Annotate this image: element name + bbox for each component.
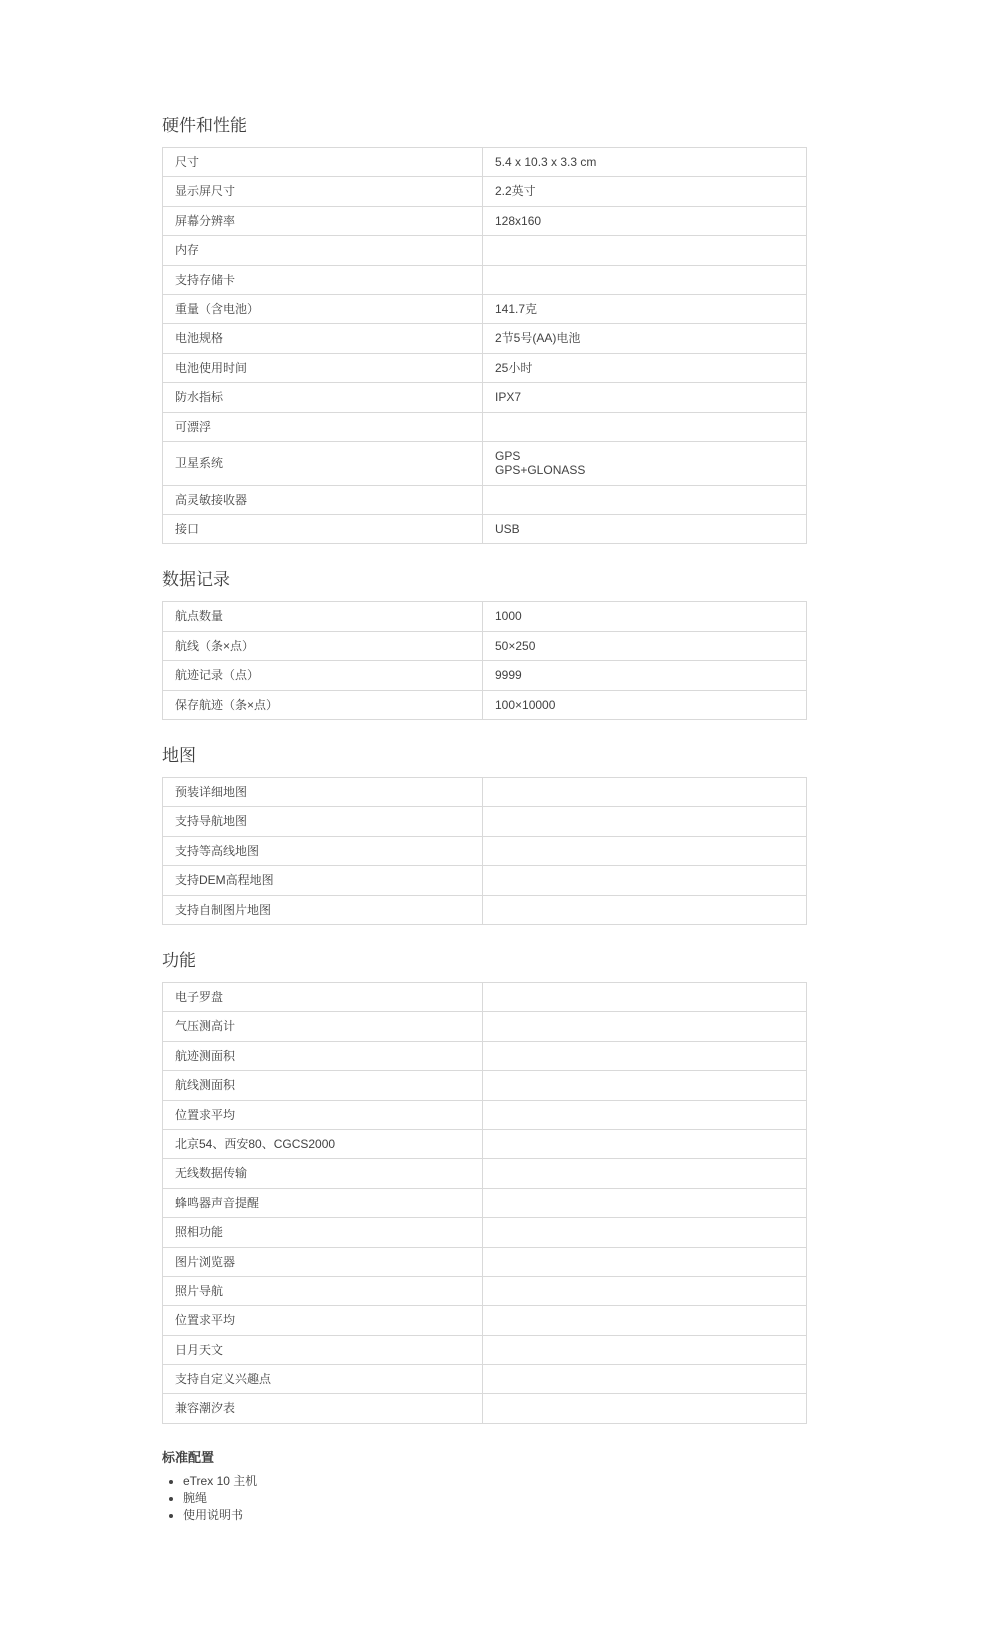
spec-label: 航迹记录（点） — [163, 661, 483, 690]
spec-value — [483, 1218, 807, 1247]
table-row — [163, 1129, 807, 1158]
spec-value — [483, 982, 807, 1011]
spec-label: 蜂鸣器声音提醒 — [163, 1188, 483, 1217]
spec-value — [483, 1306, 807, 1335]
spec-value: 100×10000 — [483, 690, 807, 719]
spec-value — [483, 236, 807, 265]
spec-label: 照片导航 — [163, 1276, 483, 1305]
spec-label: 支持DEM高程地图 — [163, 866, 483, 895]
table-row — [163, 1218, 807, 1247]
spec-label: 兼容潮汐表 — [163, 1394, 483, 1423]
spec-value: 50×250 — [483, 631, 807, 660]
spec-content — [162, 116, 807, 1524]
spec-value: IPX7 — [483, 383, 807, 412]
spec-value — [483, 1159, 807, 1188]
spec-value — [483, 1071, 807, 1100]
table-row — [163, 661, 807, 690]
spec-label: 电池规格 — [163, 324, 483, 353]
table-row — [163, 148, 807, 177]
spec-label: 支持自定义兴趣点 — [163, 1365, 483, 1394]
spec-value — [483, 265, 807, 294]
spec-label: 接口 — [163, 515, 483, 544]
table-row — [163, 1365, 807, 1394]
standard-config-section — [162, 1450, 807, 1524]
spec-label: 照相功能 — [163, 1218, 483, 1247]
spec-label: 屏幕分辨率 — [163, 206, 483, 235]
spec-value — [483, 1276, 807, 1305]
data-recording-table — [162, 601, 807, 720]
spec-value: 141.7克 — [483, 294, 807, 323]
table-row — [163, 236, 807, 265]
spec-value — [483, 1247, 807, 1276]
spec-value — [483, 485, 807, 514]
spec-value: 128x160 — [483, 206, 807, 235]
table-row — [163, 1012, 807, 1041]
table-row — [163, 206, 807, 235]
spec-value — [483, 1129, 807, 1158]
spec-label: 航点数量 — [163, 602, 483, 631]
spec-value — [483, 1012, 807, 1041]
table-row — [163, 602, 807, 631]
list-item: • eTrex 10 主机 — [183, 1473, 807, 1490]
standard-config-title: 标准配置 — [162, 1449, 215, 1465]
spec-label: 航线（条×点） — [163, 631, 483, 660]
table-row — [163, 383, 807, 412]
spec-value — [483, 1394, 807, 1423]
spec-value: GPS GPS+GLONASS — [483, 441, 807, 485]
standard-config-list — [162, 1473, 807, 1524]
spec-value: 25小时 — [483, 353, 807, 382]
table-row — [163, 982, 807, 1011]
table-row — [163, 294, 807, 323]
table-row — [163, 1306, 807, 1335]
spec-value: USB — [483, 515, 807, 544]
spec-value: 5.4 x 10.3 x 3.3 cm — [483, 148, 807, 177]
spec-value — [483, 1100, 807, 1129]
table-row — [163, 265, 807, 294]
spec-label: 位置求平均 — [163, 1100, 483, 1129]
table-row — [163, 895, 807, 924]
table-row — [163, 1276, 807, 1305]
spec-value — [483, 1188, 807, 1217]
spec-label: 支持自制图片地图 — [163, 895, 483, 924]
spec-value — [483, 1041, 807, 1070]
section-title-hardware: 硬件和性能 — [162, 116, 247, 135]
spec-label: 内存 — [163, 236, 483, 265]
spec-label: 卫星系统 — [163, 441, 483, 485]
table-row — [163, 1159, 807, 1188]
spec-value — [483, 895, 807, 924]
spec-label: 支持导航地图 — [163, 807, 483, 836]
table-row — [163, 515, 807, 544]
spec-label: 高灵敏接收器 — [163, 485, 483, 514]
spec-label: 电池使用时间 — [163, 353, 483, 382]
list-item: • 腕绳 — [183, 1490, 807, 1507]
section-title-maps: 地图 — [162, 746, 196, 766]
spec-label: 重量（含电池） — [163, 294, 483, 323]
features-table — [162, 982, 807, 1424]
hardware-table — [162, 147, 807, 544]
spec-value — [483, 807, 807, 836]
spec-label: 尺寸 — [163, 148, 483, 177]
spec-value — [483, 866, 807, 895]
spec-label: 日月天文 — [163, 1335, 483, 1364]
table-row — [163, 690, 807, 719]
table-row — [163, 836, 807, 865]
table-row — [163, 1100, 807, 1129]
table-row — [163, 778, 807, 807]
spec-label: 航迹测面积 — [163, 1041, 483, 1070]
table-row — [163, 412, 807, 441]
spec-value: 1000 — [483, 602, 807, 631]
spec-value — [483, 1365, 807, 1394]
table-row — [163, 1335, 807, 1364]
table-row — [163, 441, 807, 485]
spec-label: 航线测面积 — [163, 1071, 483, 1100]
spec-label: 显示屏尺寸 — [163, 177, 483, 206]
spec-label: 气压测高计 — [163, 1012, 483, 1041]
table-row — [163, 1247, 807, 1276]
spec-value: 9999 — [483, 661, 807, 690]
table-row — [163, 1071, 807, 1100]
spec-label: 电子罗盘 — [163, 982, 483, 1011]
table-row — [163, 1394, 807, 1423]
spec-label: 位置求平均 — [163, 1306, 483, 1335]
spec-value: 2节5号(AA)电池 — [483, 324, 807, 353]
table-row — [163, 485, 807, 514]
spec-value — [483, 778, 807, 807]
spec-label: 支持等高线地图 — [163, 836, 483, 865]
list-item: • 使用说明书 — [183, 1507, 807, 1524]
table-row — [163, 631, 807, 660]
spec-value — [483, 412, 807, 441]
spec-label: 可漂浮 — [163, 412, 483, 441]
spec-label: 预装详细地图 — [163, 778, 483, 807]
table-row — [163, 866, 807, 895]
maps-table — [162, 777, 807, 925]
table-row — [163, 177, 807, 206]
spec-label: 北京54、西安80、CGCS2000 — [163, 1129, 483, 1158]
spec-value — [483, 1335, 807, 1364]
table-row — [163, 807, 807, 836]
table-row — [163, 353, 807, 382]
table-row — [163, 1041, 807, 1070]
spec-label: 防水指标 — [163, 383, 483, 412]
table-row — [163, 324, 807, 353]
spec-label: 支持存储卡 — [163, 265, 483, 294]
spec-label: 保存航迹（条×点） — [163, 690, 483, 719]
spec-label: 图片浏览器 — [163, 1247, 483, 1276]
spec-label: 无线数据传输 — [163, 1159, 483, 1188]
section-title-data-recording: 数据记录 — [162, 570, 230, 590]
spec-value — [483, 836, 807, 865]
table-row — [163, 1188, 807, 1217]
spec-value: 2.2英寸 — [483, 177, 807, 206]
section-title-features: 功能 — [162, 950, 196, 970]
